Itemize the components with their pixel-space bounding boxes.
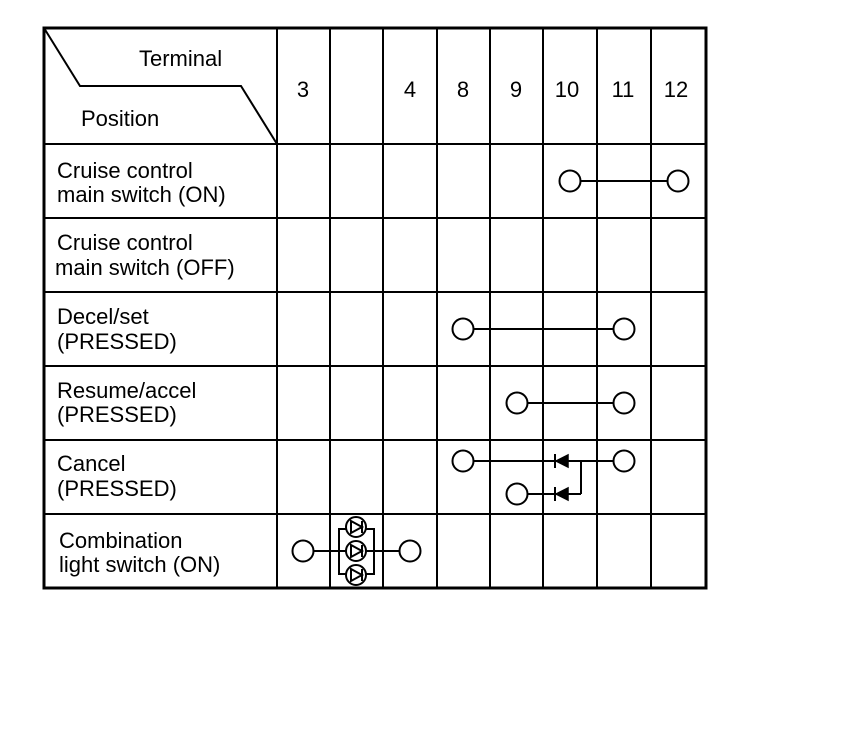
terminal-node [668,171,689,192]
terminal-node [614,319,635,340]
continuity-row-resume-accel [507,393,635,414]
row-label-line2: (PRESSED) [57,329,177,354]
column-headers [297,77,688,102]
terminal-node [293,541,314,562]
row-label-line1: Decel/set [57,304,149,329]
terminal-node [614,451,635,472]
diode-icon [556,455,568,467]
diode-icon [556,488,568,500]
indicator-lamp-icon [346,541,366,561]
row-label-line2: light switch (ON) [59,552,221,577]
terminal-node [453,319,474,340]
indicator-lamp-icon [346,517,366,537]
terminal-node [614,393,635,414]
row-label-line1: Cruise control [57,158,193,183]
terminal-node [507,393,528,414]
terminal-node [560,171,581,192]
position-header-label: Position [81,106,160,131]
terminal-node [453,451,474,472]
column-header: 11 [611,77,635,102]
header-corner-cell [44,28,277,144]
column-header: 8 [456,77,470,102]
row-label-line2: main switch (OFF) [55,255,235,280]
column-header: 9 [509,77,523,102]
terminal-header-label: Terminal [139,46,223,71]
row-label-line2: (PRESSED) [57,402,177,427]
row-label-line1: Resume/accel [57,378,197,403]
column-header: 12 [663,77,689,102]
column-header: 10 [554,77,580,102]
row-label-line1: Cruise control [57,230,193,255]
row-label-line1: Combination [59,528,183,553]
indicator-lamp-icon [346,565,366,585]
column-header: 4 [403,77,417,102]
row-label-line2: main switch (ON) [57,182,226,207]
continuity-row-combination-light [293,517,421,585]
terminal-node [507,484,528,505]
continuity-row-main-on [560,171,689,192]
row-label-line2: (PRESSED) [57,476,177,501]
terminal-node [400,541,421,562]
row-label-line1: Cancel [57,451,126,476]
column-header: 3 [296,77,310,102]
